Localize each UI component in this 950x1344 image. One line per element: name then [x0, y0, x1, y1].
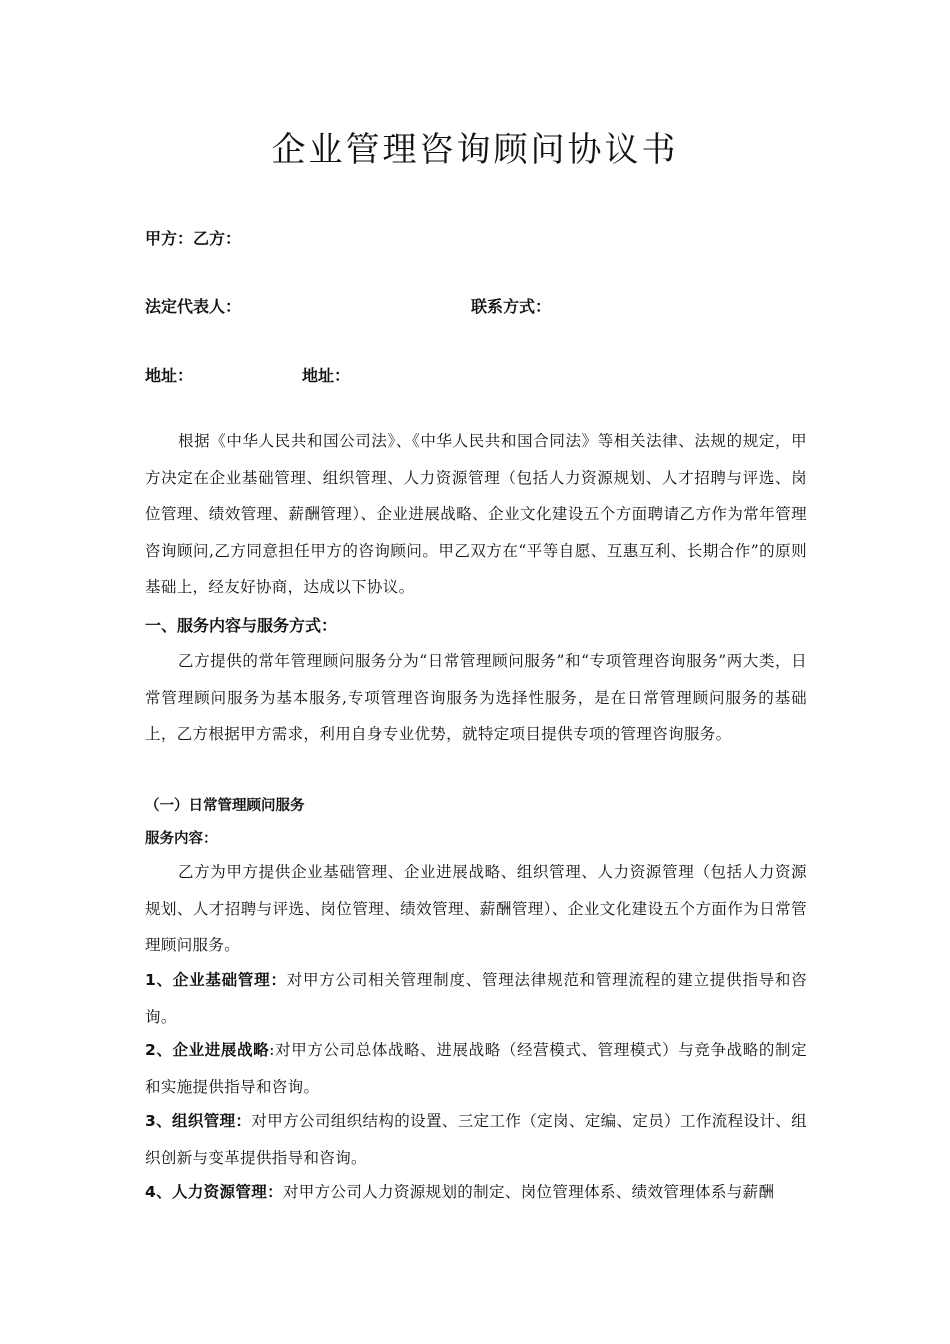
service-item — [145, 1032, 807, 1105]
service-item-lead: 4、人力资源管理： — [145, 1183, 283, 1201]
preamble-paragraph: 根据《中华人民共和国公司法》、《中华人民共和国合同法》等相关法律、法规的规定，甲方决定在企业基础管理、组织管理、人力资源管理（包括人力资源规划、人才招聘与评选、岗位管理、绩效管理、薪酬管理）、企业进展战略、企业文化建设五个方面聘请乙方作为常年管理咨询顾问,乙方同意担任甲方的咨询顾问。甲乙双方在“平等自愿、互惠互利、长期合作”的原则基础上，经友好协商，达成以下协议。 — [145, 432, 807, 596]
address-label-a: 地址： — [145, 366, 194, 385]
section-1-intro: 乙方提供的常年管理顾问服务分为“日常管理顾问服务”和“专项管理咨询服务”两大类，日常管理顾问服务为基本服务,专项管理咨询服务为选择性服务，是在日常管理顾问服务的基础上，乙方根据甲方需求，利用自身专业优势，就特定项目提供专项的管理咨询服务。 — [145, 652, 807, 743]
document-title: 企业管理咨询顾问协议书 — [271, 130, 679, 170]
subsection-daily-service-heading: （一）日常管理顾问服务 — [145, 798, 305, 814]
service-item-lead: 1、企业基础管理： — [145, 971, 287, 989]
service-item — [145, 962, 807, 1035]
party-line: 甲方：乙方： — [145, 229, 242, 248]
address-label-b: 地址： — [302, 366, 351, 385]
legal-representative-label: 法定代表人： — [145, 297, 242, 316]
section-1-heading: 一、服务内容与服务方式： — [145, 616, 338, 635]
service-item-text: 对甲方公司组织结构的设置、三定工作（定岗、定编、定员）工作流程设计、组织创新与变革提供指导和咨询。 — [145, 1112, 807, 1167]
service-item-text: 对甲方公司相关管理制度、管理法律规范和管理流程的建立提供指导和咨询。 — [145, 971, 808, 1026]
service-item — [145, 1103, 807, 1176]
service-content-label: 服务内容： — [145, 831, 218, 847]
contact-label: 联系方式： — [471, 297, 552, 316]
service-content-paragraph: 乙方为甲方提供企业基础管理、企业进展战略、组织管理、人力资源管理（包括人力资源规划、人才招聘与评选、岗位管理、绩效管理、薪酬管理）、企业文化建设五个方面作为日常管理顾问服务。 — [145, 863, 807, 954]
service-item-text: :对甲方公司总体战略、进展战略（经营模式、管理模式）与竞争战略的制定和实施提供指导和咨询。 — [145, 1041, 808, 1096]
service-item-text: 对甲方公司人力资源规划的制定、岗位管理体系、绩效管理体系与薪酬 — [282, 1183, 775, 1201]
service-item — [145, 1174, 807, 1211]
service-item-lead: 2、企业进展战略 — [145, 1041, 270, 1059]
service-item-lead: 3、组织管理： — [145, 1112, 252, 1130]
